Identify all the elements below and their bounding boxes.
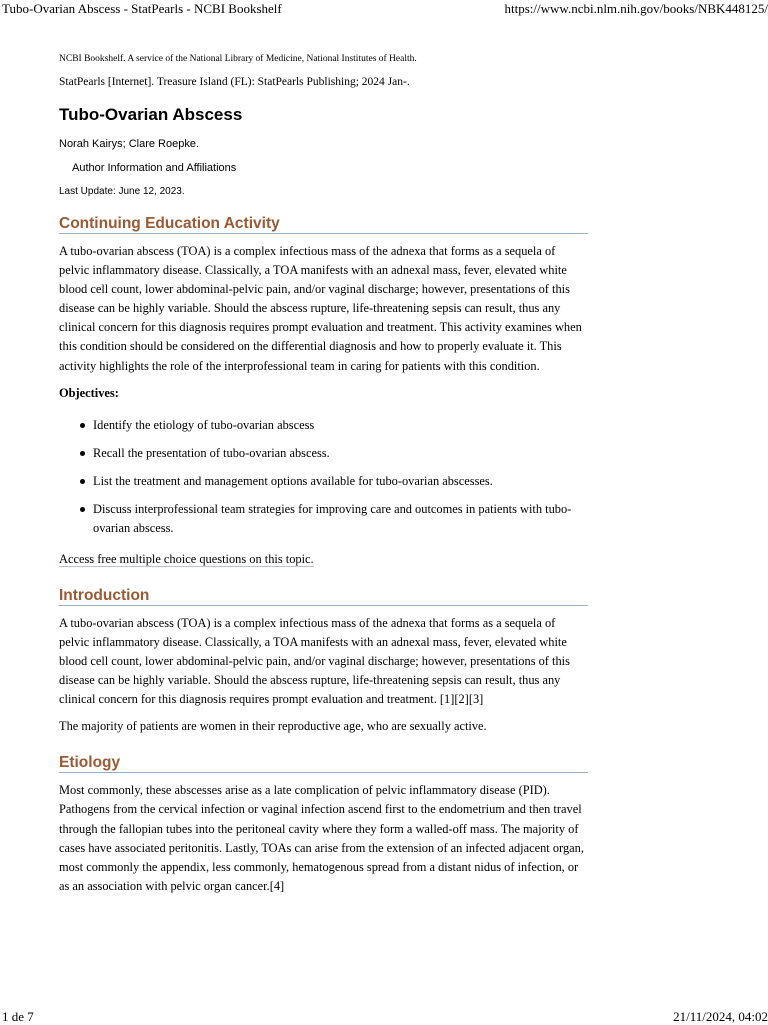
objective-item: List the treatment and management options available for tubo-ovarian abscesses. [59,472,588,491]
article-content [59,52,588,896]
book-citation: StatPearls [Internet]. Treasure Island (FL): StatPearls Publishing; 2024 Jan-. [59,74,588,90]
print-page-title: Tubo-Ovarian Abscess - StatPearls - NCBI Bookshelf [2,1,282,17]
objectives-label: Objectives: [59,385,588,402]
objectives-list [59,416,588,538]
citation-link-4[interactable]: [4] [270,879,284,893]
section-heading-continuing-education: Continuing Education Activity [59,214,588,234]
author-info-link[interactable]: Author Information and Affiliations [72,161,588,175]
etiology-paragraph [59,781,588,896]
print-datetime: 21/11/2024, 04:02 [673,1009,768,1025]
citation-link-1[interactable]: [1] [440,692,454,706]
mcq-link[interactable]: Access free multiple choice questions on this topic. [59,552,314,567]
last-update: Last Update: June 12, 2023. [59,185,588,198]
objective-item: Identify the etiology of tubo-ovarian abscess [59,416,588,435]
introduction-paragraph-2: The majority of patients are women in their reproductive age, who are sexually active. [59,717,588,736]
continuing-education-paragraph: A tubo-ovarian abscess (TOA) is a complex infectious mass of the adnexa that forms as a sequela of pelvic inflammatory disease. Classically, a TOA manifests with an adnexal mass, fever, elevated white blood cell count, lower abdominal-pelvic pain, and/or vaginal discharge; however, presentations of this disease can be highly variable. Should the abscess rupture, life-threatening sepsis can result, thus any clinical concern for this diagnosis requires prompt evaluation and treatment. This activity examines when this condition should be considered on the differential diagnosis and how to properly evaluate it. This activity highlights the role of the interprofessional team in caring for patients with this condition. [59,242,588,376]
print-url: https://www.ncbi.nlm.nih.gov/books/NBK448125/ [505,1,768,17]
section-heading-introduction: Introduction [59,586,588,606]
etiology-paragraph-text: Most commonly, these abscesses arise as a late complication of pelvic inflammatory disease (PID). Pathogens from the cervical infection or vaginal infection ascend first to the endometrium and then travel through the fallopian tubes into the peritoneal cavity where they form a walled-off mass. The majority of cases have associated peritonitis. Lastly, TOAs can arise from the extension of an infected adjacent organ, most commonly the appendix, less commonly, hematogenous spread from a distant nidus of infection, or as an association with pelvic organ cancer. [59,783,584,892]
page-title: Tubo-Ovarian Abscess [59,104,588,126]
citation-link-3[interactable]: [3] [469,692,483,706]
bookshelf-notice: NCBI Bookshelf. A service of the National Library of Medicine, National Institutes of Health. [59,52,588,66]
section-heading-etiology: Etiology [59,753,588,773]
objective-item: Recall the presentation of tubo-ovarian abscess. [59,444,588,463]
introduction-paragraph-text: A tubo-ovarian abscess (TOA) is a complex infectious mass of the adnexa that forms as a sequela of pelvic inflammatory disease. Classically, a TOA manifests with an adnexal mass, fever, elevated white blood cell count, lower abdominal-pelvic pain, and/or vaginal discharge; however, presentations of this disease can be highly variable. Should the abscess rupture, life-threatening sepsis can result, thus any clinical concern for this diagnosis requires prompt evaluation and treatment. [59,616,570,706]
page-count: 1 de 7 [2,1009,34,1025]
objective-item: Discuss interprofessional team strategies for improving care and outcomes in patients with tubo-ovarian abscess. [59,500,588,538]
authors: Norah Kairys; Clare Roepke. [59,137,588,151]
citation-link-2[interactable]: [2] [454,692,468,706]
introduction-paragraph [59,614,588,709]
mcq-paragraph [59,550,588,569]
